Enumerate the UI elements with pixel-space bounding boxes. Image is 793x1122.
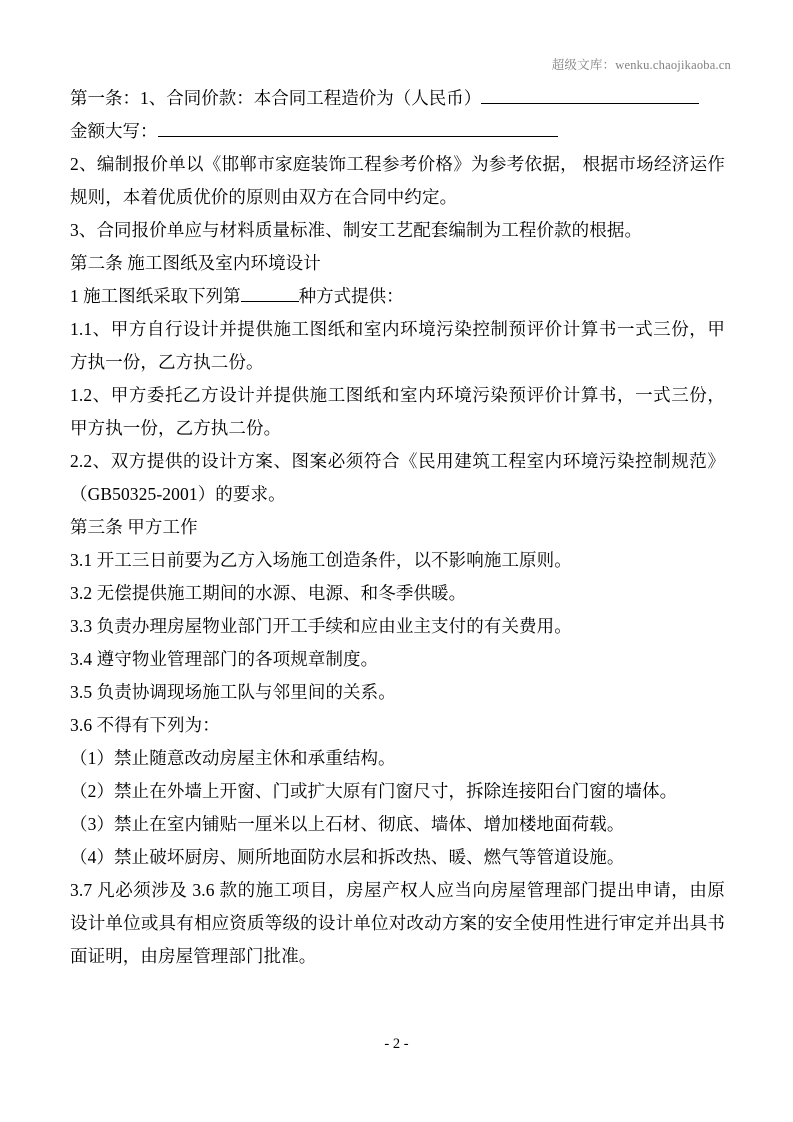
paragraph-3-6-item-1: （1）禁止随意改动房屋主休和承重结构。 [70, 748, 396, 768]
page-footer [0, 1036, 793, 1053]
paragraph-3-7: 3.7 凡必须涉及 3.6 款的施工项目，房屋产权人应当向房屋管理部门提出申请，由原设计单位或具有相应资质等级的设计单位对改动方案的安全使用性进行审定并出具书面证明，由房屋管理部门批准。 [70, 880, 725, 966]
paragraph-amount-in-words-text: 金额大写： [70, 121, 158, 141]
paragraph-3-6: 3.6 不得有下列为： [70, 715, 220, 735]
drawing-method-blank[interactable] [241, 281, 299, 302]
paragraph-3-1: 3.1 开工三日前要为乙方入场施工创造条件，以不影响施工原则。 [70, 550, 572, 570]
page-number: - 2 - [384, 1036, 409, 1052]
paragraph-3-4: 3.4 遵守物业管理部门的各项规章制度。 [70, 649, 379, 669]
watermark-text: 超级文库：wenku.chaojikaoba.cn [551, 58, 731, 72]
paragraph-3-6-item-3: （3）禁止在室内铺贴一厘米以上石材、彻底、墙体、增加楼地面荷载。 [70, 814, 625, 834]
paragraph-3: 3、合同报价单应与材料质量标准、制安工艺配套编制为工程价款的根据。 [70, 220, 643, 240]
paragraph-contract-price [70, 82, 725, 115]
paragraph-2-2: 2.2、双方提供的设计方案、图案必须符合《民用建筑工程室内环境污染控制规范》（GB50325-2001）的要求。 [70, 451, 725, 504]
paragraph-3-3: 3.3 负责办理房屋物业部门开工手续和应由业主支付的有关费用。 [70, 616, 572, 636]
paragraph-amount-in-words [70, 115, 725, 148]
amount-in-words-blank[interactable] [158, 116, 558, 137]
heading-article-2: 第二条 施工图纸及室内环境设计 [70, 253, 321, 273]
paragraph-drawing-method-before: 1 施工图纸采取下列第 [70, 286, 241, 306]
contract-price-blank[interactable] [481, 83, 699, 104]
paragraph-1-2: 1.2、甲方委托乙方设计并提供施工图纸和室内环境污染预评价计算书，一式三份，甲方执一份，乙方执二份。 [70, 385, 725, 438]
paragraph-3-6-item-2: （2）禁止在外墙上开窗、门或扩大原有门窗尺寸，拆除连接阳台门窗的墙体。 [70, 781, 678, 801]
paragraph-3-5: 3.5 负责协调现场施工队与邻里间的关系。 [70, 682, 396, 702]
paragraph-3-6-item-4: （4）禁止破坏厨房、厕所地面防水层和拆改热、暖、燃气等管道设施。 [70, 847, 625, 867]
document-body [70, 82, 725, 973]
paragraph-1-1: 1.1、甲方自行设计并提供施工图纸和室内环境污染控制预评价计算书一式三份，甲方执一份，乙方执二份。 [70, 319, 725, 372]
paragraph-contract-price-text: 第一条：1、合同价款：本合同工程造价为（人民币） [70, 88, 482, 108]
paragraph-drawing-method [70, 280, 725, 313]
heading-article-3: 第三条 甲方工作 [70, 517, 198, 537]
paragraph-drawing-method-after: 种方式提供： [298, 286, 404, 306]
paragraph-3-2: 3.2 无偿提供施工期间的水源、电源、和冬季供暖。 [70, 583, 467, 603]
paragraph-2: 2、编制报价单以《邯郸市家庭装饰工程参考价格》为参考依据， 根据市场经济运作规则，本着优质优价的原则由双方在合同中约定。 [70, 154, 725, 207]
